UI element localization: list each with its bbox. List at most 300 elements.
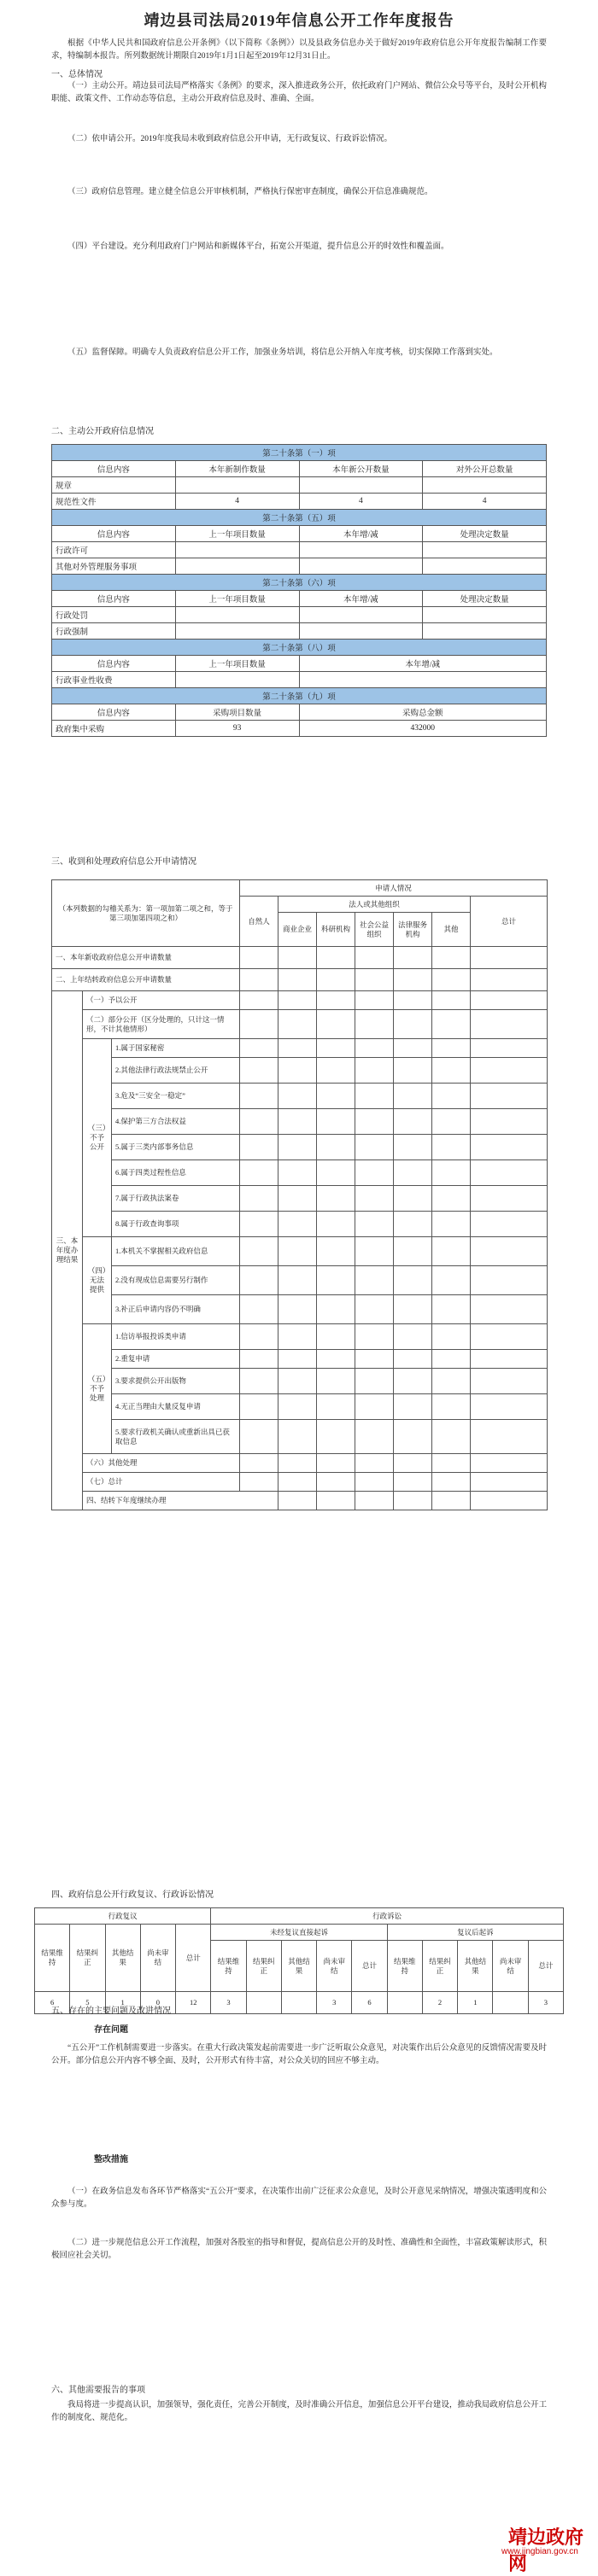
table3-header: 上一年项目数量 (175, 591, 299, 607)
intro-paragraph: 根据《中华人民共和国政府信息公开条例》（以下简称《条例》）以及县政务信息办关于做好2019年政府信息公开年度报告编制工作要求，特编制本报告。所列数据统计期限自2019年1月1日起至2019年12月31日止。 (51, 39, 547, 61)
cell (240, 1058, 278, 1084)
review-header: 行政复议 (35, 1908, 211, 1925)
table1-cell: 规章 (52, 477, 176, 494)
cell (471, 1369, 548, 1394)
cell (394, 1109, 432, 1135)
cell (471, 1160, 548, 1186)
col-header: 其他结果 (105, 1925, 140, 1992)
cell (355, 1295, 394, 1324)
result-not-public: （三）不予公开 (83, 1039, 112, 1237)
reason-item: 7.属于行政执法案卷 (112, 1186, 240, 1212)
cell (471, 1266, 548, 1295)
result-not-handled: （五）不予处理 (83, 1324, 112, 1454)
reason-item: 2.重复申请 (112, 1350, 240, 1369)
cell (432, 1369, 471, 1394)
reason-item: 3.补正后申请内容仍不明确 (112, 1295, 240, 1324)
cell (355, 1454, 394, 1473)
section4-heading: 四、政府信息公开行政复议、行政诉讼情况 (51, 1890, 214, 1900)
cell (317, 1369, 355, 1394)
table2-cell: 行政许可 (52, 542, 176, 558)
cell (394, 947, 432, 969)
cell (471, 1237, 548, 1266)
table2-cell (299, 558, 423, 575)
cell (317, 1084, 355, 1109)
measures-text-2: （二）进一步规范信息公开工作流程，加强对各股室的指导和督促，提高信息公开的及时性、准确性和全面性，丰富政策解读形式，积极回应社会关切。 (51, 2239, 547, 2260)
cell (355, 1058, 394, 1084)
value-cell (281, 1992, 316, 2014)
cell (317, 1324, 355, 1350)
cell (394, 1369, 432, 1394)
table3-cell (175, 607, 299, 623)
section5-heading: 五、存在的主要问题及改进情况 (51, 2006, 171, 2016)
section1-p3: （三）政府信息管理。建立健全信息公开审核机制，严格执行保密审查制度，确保公开信息准确规范。 (67, 188, 433, 196)
result-unable: （四）无法提供 (83, 1237, 112, 1324)
cell (278, 1135, 317, 1160)
table4-header: 信息内容 (52, 656, 176, 672)
cell (317, 1186, 355, 1212)
table4-cell (175, 672, 299, 688)
cell (432, 947, 471, 969)
cell (432, 1135, 471, 1160)
cell (278, 1324, 317, 1350)
cell (471, 991, 548, 1010)
table2-cell (423, 558, 547, 575)
cell (471, 1058, 548, 1084)
cell (278, 1084, 317, 1109)
cell (317, 1394, 355, 1420)
cell (278, 1473, 317, 1492)
table3-header: 本年增/减 (299, 591, 423, 607)
cell (240, 1295, 278, 1324)
cell (317, 947, 355, 969)
section1-heading: 一、总体情况 (51, 70, 103, 79)
table3-cell (423, 623, 547, 640)
col-header: 其他结果 (458, 1941, 493, 1992)
value-cell: 3 (317, 1992, 352, 2014)
cell (317, 1454, 355, 1473)
cell (317, 1039, 355, 1058)
cell (432, 1420, 471, 1454)
table3-cell: 行政处罚 (52, 607, 176, 623)
cell (240, 969, 278, 991)
col-header: 尚未审结 (493, 1941, 528, 1992)
applicant-header: 申请人情况 (240, 880, 548, 897)
cell (278, 1212, 317, 1237)
reason-item: 2.其他法律行政法规禁止公开 (112, 1058, 240, 1084)
cell (394, 1420, 432, 1454)
cell (432, 991, 471, 1010)
cell (317, 1109, 355, 1135)
sub-header: 商业企业 (278, 913, 317, 947)
cell (355, 969, 394, 991)
table4-header: 本年增/减 (299, 656, 547, 672)
cell (240, 1420, 278, 1454)
cell (471, 1324, 548, 1350)
table2-cell (175, 558, 299, 575)
row-carry-next-year: 四、结转下年度继续办理 (83, 1492, 278, 1510)
cell (432, 1266, 471, 1295)
cell (317, 1135, 355, 1160)
table1-header: 本年新制作数量 (175, 461, 299, 477)
cell (317, 1160, 355, 1186)
table3-cell (299, 623, 423, 640)
cell (278, 991, 317, 1010)
value-cell: 6 (35, 1992, 70, 2014)
cell (278, 1266, 317, 1295)
section2-heading: 二、主动公开政府信息情况 (51, 427, 154, 436)
cell (394, 1058, 432, 1084)
cell (278, 947, 317, 969)
cell (278, 1058, 317, 1084)
value-cell: 2 (422, 1992, 457, 2014)
cell (278, 1109, 317, 1135)
watermark-url: www.jingbian.gov.cn (501, 2547, 578, 2556)
value-cell: 3 (528, 1992, 563, 2014)
cell (432, 1109, 471, 1135)
cell (240, 1369, 278, 1394)
cell (355, 1324, 394, 1350)
table3-cell (423, 607, 547, 623)
col-header: 结果维持 (211, 1941, 246, 1992)
value-cell: 0 (140, 1992, 175, 2014)
cell (471, 1135, 548, 1160)
cell (471, 1454, 548, 1473)
table5-header: 采购项目数量 (175, 704, 299, 721)
cell (471, 1084, 548, 1109)
cell (471, 947, 548, 969)
cell (240, 1084, 278, 1109)
cell (317, 1058, 355, 1084)
cell (240, 1350, 278, 1369)
cell (355, 1492, 394, 1510)
reason-item: 3.要求提供公开出版物 (112, 1369, 240, 1394)
cell (317, 1420, 355, 1454)
cell (394, 1473, 432, 1492)
cell (240, 1237, 278, 1266)
cell (432, 1039, 471, 1058)
cell (278, 1369, 317, 1394)
cell (432, 1160, 471, 1186)
cell (355, 947, 394, 969)
cell (240, 1454, 278, 1473)
cell (355, 1394, 394, 1420)
report-title: 靖边县司法局2019年信息公开工作年度报告 (144, 12, 454, 29)
cell (240, 1266, 278, 1295)
cell (471, 1350, 548, 1369)
table1-header: 本年新公开数量 (299, 461, 423, 477)
section1-p5: （五）监督保障。明确专人负责政府信息公开工作，加强业务培训，将信息公开纳入年度考核，切实保障工作落到实处。 (67, 348, 498, 357)
cell (394, 969, 432, 991)
cell (240, 1109, 278, 1135)
col-header: 总计 (528, 1941, 563, 1992)
cell (355, 1160, 394, 1186)
application-table (51, 879, 548, 1510)
section6-text: 我局将进一步提高认识，加强领导，强化责任，完善公开制度，及时准确公开信息，加强信息公开平台建设，推动我局政府信息公开工作的制度化、规范化。 (51, 2401, 547, 2422)
section6-heading: 六、其他需要报告的事项 (51, 2386, 145, 2395)
legal-entity-header: 法人或其他组织 (278, 897, 471, 913)
cell (355, 1010, 394, 1039)
cell (317, 1295, 355, 1324)
section3-heading: 三、收到和处理政府信息公开申请情况 (51, 857, 196, 867)
value-cell: 3 (211, 1992, 246, 2014)
col-header: 结果维持 (387, 1941, 422, 1992)
reason-item: 5.属于三类内部事务信息 (112, 1135, 240, 1160)
cell (355, 1350, 394, 1369)
cell (432, 1324, 471, 1350)
value-cell: 1 (458, 1992, 493, 2014)
table5-cell: 政府集中采购 (52, 721, 176, 737)
cell (317, 1212, 355, 1237)
cell (471, 1212, 548, 1237)
sub-header: 法律服务机构 (394, 913, 432, 947)
value-cell (387, 1992, 422, 2014)
table5-cell: 432000 (299, 721, 547, 737)
cell (240, 1135, 278, 1160)
total-header: 总计 (471, 897, 548, 947)
table2-header: 处理决定数量 (423, 526, 547, 542)
cell (240, 1010, 278, 1039)
cell (278, 1237, 317, 1266)
table4-cell (299, 672, 547, 688)
cell (471, 1109, 548, 1135)
row-new-applications: 一、本年新收政府信息公开申请数量 (52, 947, 240, 969)
cell (355, 1186, 394, 1212)
cell (240, 1186, 278, 1212)
site-watermark (491, 2523, 594, 2574)
result-total: （七）总计 (83, 1473, 240, 1492)
table3-header: 处理决定数量 (423, 591, 547, 607)
cell (317, 991, 355, 1010)
cell (317, 969, 355, 991)
cell (240, 1394, 278, 1420)
value-cell: 5 (70, 1992, 105, 2014)
reason-item: 1.属于国家秘密 (112, 1039, 240, 1058)
reason-item: 4.无正当理由大量反复申请 (112, 1394, 240, 1420)
cell (394, 1212, 432, 1237)
cell (278, 969, 317, 991)
reason-item: 1.本机关不掌握相关政府信息 (112, 1237, 240, 1266)
cell (471, 969, 548, 991)
cell (278, 1160, 317, 1186)
table3-band: 第二十条第（六）项 (52, 575, 547, 591)
cell (355, 991, 394, 1010)
table1-cell (175, 477, 299, 494)
cell (240, 1039, 278, 1058)
cell (394, 1394, 432, 1420)
cell (240, 1473, 278, 1492)
table3-cell (175, 623, 299, 640)
section1-p1: （一）主动公开。靖边县司法局严格落实《条例》的要求，深入推进政务公开，依托政府门户网站、微信公众号等平台，及时公开机构职能、政策文件、工作动态等信息，主动公开政府信息及时、准确、全面。 (51, 82, 547, 103)
cell (278, 1394, 317, 1420)
cell (317, 1237, 355, 1266)
measures-title: 整改措施 (94, 2155, 128, 2164)
cell (278, 1039, 317, 1058)
cell (432, 1454, 471, 1473)
reason-item: 4.保护第三方合法权益 (112, 1109, 240, 1135)
table1-cell (423, 477, 547, 494)
table1-band: 第二十条第（一）项 (52, 445, 547, 461)
cell (432, 1350, 471, 1369)
cell (278, 1420, 317, 1454)
sub-header: 科研机构 (317, 913, 355, 947)
cell (355, 1420, 394, 1454)
table5-band: 第二十条第（九）项 (52, 688, 547, 704)
table1-cell: 4 (423, 494, 547, 510)
cell (432, 1492, 471, 1510)
col-header: 结果纠正 (70, 1925, 105, 1992)
cell (471, 1394, 548, 1420)
cell (278, 1454, 317, 1473)
cell (394, 1350, 432, 1369)
cell (278, 1295, 317, 1324)
watermark-brand: 靖边政府网 (508, 2526, 584, 2574)
table2-cell (299, 542, 423, 558)
cell (355, 1084, 394, 1109)
cell (240, 947, 278, 969)
reason-item: 8.属于行政查询事项 (112, 1212, 240, 1237)
cell (432, 1473, 471, 1492)
value-cell (493, 1992, 528, 2014)
cell (432, 1010, 471, 1039)
cell (471, 1010, 548, 1039)
value-cell: 6 (352, 1992, 387, 2014)
cell (394, 1135, 432, 1160)
cell (471, 1492, 548, 1510)
table4-band: 第二十条第（八）项 (52, 640, 547, 656)
cell (432, 1212, 471, 1237)
table-corner-note: （本列数据的勾稽关系为：第一项加第二项之和，等于第三项加第四项之和） (52, 880, 240, 947)
cell (471, 1295, 548, 1324)
cell (394, 1237, 432, 1266)
cell (240, 1160, 278, 1186)
cell (432, 1394, 471, 1420)
col-header: 结果纠正 (422, 1941, 457, 1992)
cell (240, 1324, 278, 1350)
cell (317, 1266, 355, 1295)
direct-suit-header: 未经复议直接起诉 (211, 1925, 387, 1941)
cell (394, 1160, 432, 1186)
cell (394, 1454, 432, 1473)
result-publish: （一）予以公开 (83, 991, 240, 1010)
cell (394, 991, 432, 1010)
reason-item: 5.要求行政机关确认或重新出具已获取信息 (112, 1420, 240, 1454)
litigation-header: 行政诉讼 (211, 1908, 564, 1925)
cell (394, 1039, 432, 1058)
table1-cell (299, 477, 423, 494)
table2-header: 上一年项目数量 (175, 526, 299, 542)
active-disclosure-table-1 (51, 444, 547, 737)
col-header: 尚未审结 (317, 1941, 352, 1992)
table1-cell: 4 (175, 494, 299, 510)
cell (278, 1350, 317, 1369)
natural-person-header: 自然人 (240, 897, 278, 947)
table2-cell: 其他对外管理服务事项 (52, 558, 176, 575)
table1-cell: 规范性文件 (52, 494, 176, 510)
cell (278, 1010, 317, 1039)
result-other: （六）其他处理 (83, 1454, 240, 1473)
cell (394, 1186, 432, 1212)
measures-text-1: （一）在政务信息发布各环节严格落实“五公开”要求，在决策作出前广泛征求公众意见，及时公开意见采纳情况，增强决策透明度和公众参与度。 (51, 2188, 547, 2209)
cell (278, 1492, 317, 1510)
row-carried-applications: 二、上年结转政府信息公开申请数量 (52, 969, 240, 991)
cell (317, 1010, 355, 1039)
table3-cell (299, 607, 423, 623)
sub-header: 其他 (432, 913, 471, 947)
section1-p4: （四）平台建设。充分利用政府门户网站和新媒体平台，拓宽公开渠道，提升信息公开的时效性和覆盖面。 (67, 242, 449, 251)
row-results-label: 三、本年度办理结果 (52, 991, 83, 1510)
cell (355, 1039, 394, 1058)
cell (432, 1295, 471, 1324)
table2-header: 本年增/减 (299, 526, 423, 542)
table5-header: 信息内容 (52, 704, 176, 721)
reason-item: 2.没有现成信息需要另行制作 (112, 1266, 240, 1295)
cell (355, 1473, 394, 1492)
cell (355, 1109, 394, 1135)
cell (355, 1135, 394, 1160)
cell (394, 1324, 432, 1350)
table1-cell: 4 (299, 494, 423, 510)
cell (432, 969, 471, 991)
table3-cell: 行政强制 (52, 623, 176, 640)
after-review-header: 复议后起诉 (387, 1925, 563, 1941)
table1-header: 信息内容 (52, 461, 176, 477)
cell (394, 1492, 432, 1510)
review-litigation-table (34, 1907, 564, 2014)
cell (240, 991, 278, 1010)
value-cell: 12 (176, 1992, 211, 2014)
result-partial: （二）部分公开（区分处理的，只计这一情形，不计其他情形） (83, 1010, 240, 1039)
cell (394, 1010, 432, 1039)
problems-title: 存在问题 (94, 2025, 128, 2035)
table2-cell (423, 542, 547, 558)
cell (317, 1473, 355, 1492)
cell (471, 1420, 548, 1454)
col-header: 结果纠正 (246, 1941, 281, 1992)
col-header: 尚未审结 (140, 1925, 175, 1992)
cell (394, 1084, 432, 1109)
sub-header: 社会公益组织 (355, 913, 394, 947)
table5-header: 采购总金额 (299, 704, 547, 721)
reason-item: 6.属于四类过程性信息 (112, 1160, 240, 1186)
table5-cell: 93 (175, 721, 299, 737)
cell (355, 1266, 394, 1295)
cell (471, 1186, 548, 1212)
cell (432, 1186, 471, 1212)
col-header: 其他结果 (281, 1941, 316, 1992)
cell (471, 1039, 548, 1058)
problems-text: “五公开”工作机制需要进一步落实。在重大行政决策发起前需要进一步广泛听取公众意见，对决策作出后公众意见的反馈情况需要及时公开。部分信息公开内容不够全面、及时，公开形式有待丰富，对公众关切的回应不够主动。 (51, 2044, 547, 2065)
reason-item: 1.信访举报投诉类申请 (112, 1324, 240, 1350)
reason-item: 3.危及“三安全一稳定” (112, 1084, 240, 1109)
cell (317, 1492, 355, 1510)
col-header: 结果维持 (35, 1925, 70, 1992)
table3-header: 信息内容 (52, 591, 176, 607)
table4-cell: 行政事业性收费 (52, 672, 176, 688)
table2-cell (175, 542, 299, 558)
col-header: 总计 (352, 1941, 387, 1992)
section1-p2: （二）依申请公开。2019年度我局未收到政府信息公开申请，无行政复议、行政诉讼情况。 (67, 135, 393, 143)
cell (471, 1473, 548, 1492)
cell (317, 1350, 355, 1369)
cell (355, 1369, 394, 1394)
table2-header: 信息内容 (52, 526, 176, 542)
cell (394, 1295, 432, 1324)
cell (355, 1212, 394, 1237)
cell (355, 1237, 394, 1266)
cell (432, 1058, 471, 1084)
cell (394, 1266, 432, 1295)
cell (432, 1084, 471, 1109)
